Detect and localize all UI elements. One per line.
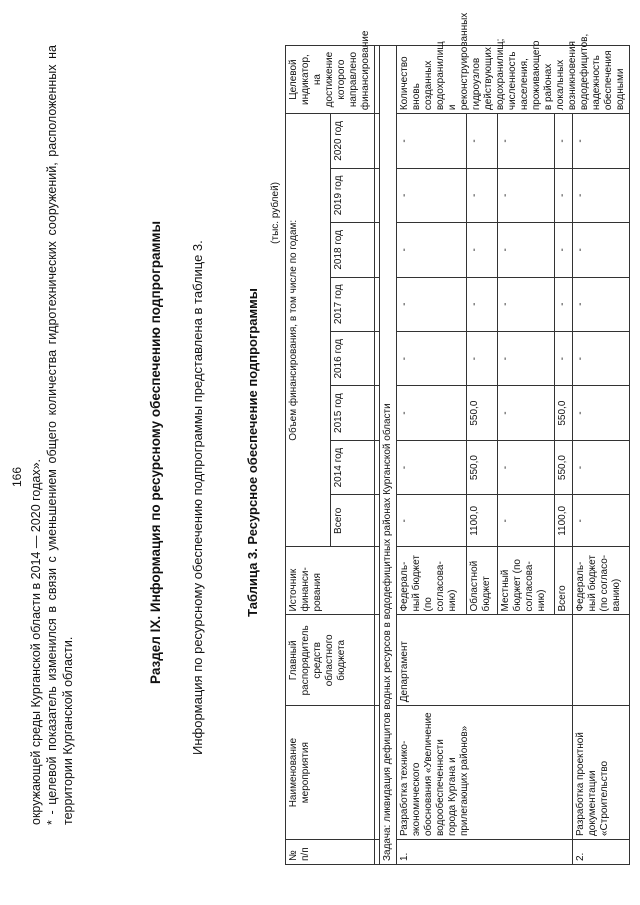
item-manager: Департамент xyxy=(397,615,573,706)
value-cell: - xyxy=(573,440,630,494)
value-cell: - xyxy=(497,277,554,331)
header-row-1 xyxy=(286,46,331,865)
value-cell: - xyxy=(466,331,497,385)
source-cell: Местный бюджет (по согласова-нию) xyxy=(497,547,554,615)
intro-sentence: Информация по ресурсному обеспечению подпрограммы представлена в таблице 3. xyxy=(190,240,205,755)
header-year: 2015 год xyxy=(330,386,375,440)
resource-table xyxy=(285,12,630,865)
value-cell: - xyxy=(573,331,630,385)
intro-line-3: территории Курганской области. xyxy=(61,636,75,825)
value-cell: - xyxy=(573,114,630,169)
item-num: 1. xyxy=(397,840,573,865)
value-cell: - xyxy=(573,386,630,440)
header-volume: Объем финансирования, в том числе по годам: xyxy=(286,114,331,547)
unit-note: (тыс. рублей) xyxy=(270,182,281,244)
header-total: Всего xyxy=(330,495,375,547)
value-cell: - xyxy=(573,223,630,277)
table-row xyxy=(397,46,467,865)
value-cell: - xyxy=(397,440,467,494)
header-year: 2019 год xyxy=(330,168,375,222)
source-cell: Федераль-ный бюджет (по согласо-ванию) xyxy=(573,547,630,615)
header-year: 2014 год xyxy=(330,440,375,494)
value-cell: - xyxy=(554,114,572,169)
header-source: Источник финанси-рования xyxy=(286,547,375,615)
item-name: Разработка проектной документации «Строительство xyxy=(573,706,630,840)
header-year: 2017 год xyxy=(330,277,375,331)
value-cell: - xyxy=(573,277,630,331)
value-cell: - xyxy=(466,277,497,331)
value-cell: - xyxy=(497,331,554,385)
value-cell: 550,0 xyxy=(554,386,572,440)
value-cell: - xyxy=(497,168,554,222)
source-cell: Федераль-ный бюджет (по согласова-нию) xyxy=(397,547,467,615)
value-cell: - xyxy=(397,223,467,277)
value-cell: - xyxy=(554,223,572,277)
header-manager: Главный распорядитель средств областного бюджета xyxy=(286,615,375,706)
table-row xyxy=(573,46,630,865)
section-title: Раздел IX. Информация по ресурсному обеспечению подпрограммы xyxy=(148,221,163,684)
header-name: Наименование мероприятия xyxy=(286,706,375,840)
value-cell: - xyxy=(573,495,630,547)
item-num: 2. xyxy=(573,840,630,865)
value-cell: 550,0 xyxy=(554,440,572,494)
intro-line-2: * - целевой показатель изменился в связи с уменьшением общего количества гидротехнических сооружений, расположенных на xyxy=(45,45,59,825)
item-indicator: Количество вновь созданных водохранилищ и реконструированных гидроузлов действующих водохранилищ; численность населения, проживающего в районах локальных возникновения вододефицитов, надежность обеспечения водными xyxy=(397,46,630,114)
value-cell: - xyxy=(497,223,554,277)
value-cell: - xyxy=(554,277,572,331)
value-cell: 550,0 xyxy=(466,440,497,494)
intro-line-1: окружающей среды Курганской области в 2014 — 2020 годах». xyxy=(29,459,43,825)
value-cell: - xyxy=(466,223,497,277)
task-row xyxy=(380,46,397,865)
task-text: Задача: ликвидация дефицитов водных ресурсов в вододефицитных районах Курганской области xyxy=(380,46,397,865)
value-cell: - xyxy=(397,277,467,331)
header-num: № п/п xyxy=(286,840,375,865)
value-cell: - xyxy=(554,331,572,385)
value-cell: 550,0 xyxy=(466,386,497,440)
source-cell: Всего xyxy=(554,547,572,615)
header-year: 2018 год xyxy=(330,223,375,277)
source-cell: Областной бюджет xyxy=(466,547,497,615)
value-cell: - xyxy=(466,168,497,222)
value-cell: - xyxy=(397,331,467,385)
value-cell: - xyxy=(497,495,554,547)
header-indicator: Целевой индикатор, на достижение которого направлено финансирование xyxy=(286,46,375,114)
value-cell: 1100,0 xyxy=(466,495,497,547)
value-cell: - xyxy=(466,114,497,169)
value-cell: - xyxy=(497,114,554,169)
value-cell: - xyxy=(397,386,467,440)
page-number: 166 xyxy=(10,466,24,487)
table-caption: Таблица 3. Ресурсное обеспечение подпрограммы xyxy=(245,288,260,617)
value-cell: - xyxy=(397,168,467,222)
value-cell: - xyxy=(497,386,554,440)
value-cell: - xyxy=(497,440,554,494)
value-cell: - xyxy=(397,495,467,547)
header-year: 2016 год xyxy=(330,331,375,385)
header-year: 2020 год xyxy=(330,114,375,169)
item-manager xyxy=(573,615,630,706)
value-cell: - xyxy=(573,168,630,222)
value-cell: - xyxy=(397,114,467,169)
value-cell: 1100,0 xyxy=(554,495,572,547)
item-name: Разработка технико-экономического обоснования «Увеличение водообеспеченности города Кургана и прилегающих районов» xyxy=(397,706,573,840)
value-cell: - xyxy=(554,168,572,222)
